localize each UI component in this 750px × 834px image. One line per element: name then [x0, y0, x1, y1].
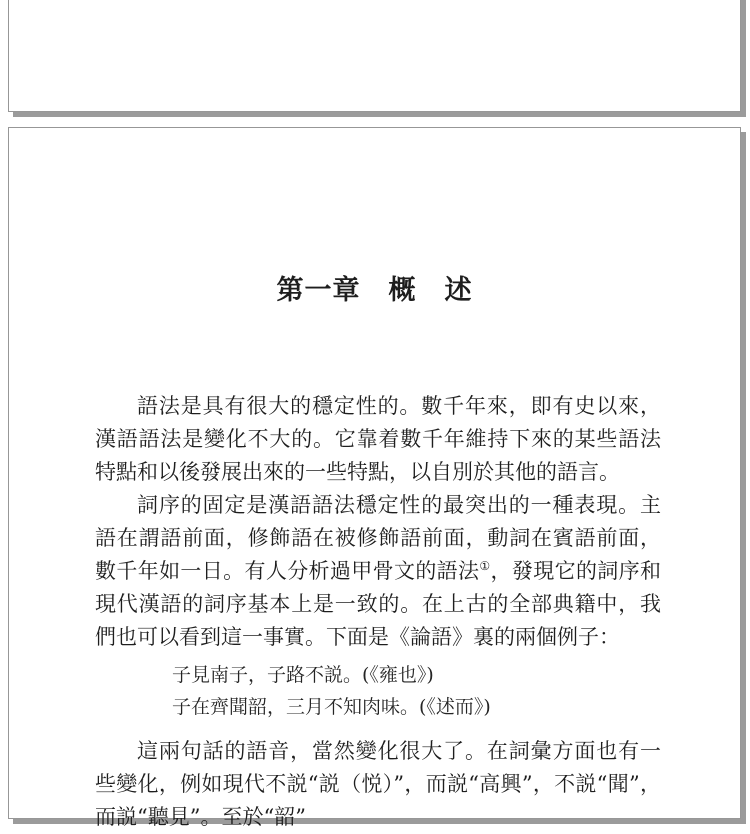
current-page: [8, 127, 741, 829]
quote-line-2: 子在齊聞韶，三月不知肉味。(《述而》): [172, 696, 491, 718]
page-content: [95, 390, 661, 834]
quote-line-1: 子見南子，子路不説。(《雍也》): [172, 664, 434, 686]
previous-page: [8, 0, 741, 112]
paragraph-2: [95, 489, 661, 654]
quote-block: [172, 659, 661, 723]
paragraph-2-text-after-note: ，發現它的詞序和現代漢語的詞序基本上是一致的。在上古的全部典籍中，我們也可以看到這一事實。下面是《論語》裏的兩個例子：: [95, 559, 662, 649]
paragraph-3: 這兩句話的語音，當然變化很大了。在詞彙方面也有一些變化，例如現代不説“説（悦）”，而説“高興”，不説“聞”，而説“聽見”。至於“韶”: [95, 739, 661, 829]
chapter-title: 第一章 概 述: [276, 275, 473, 306]
paragraph-2-text-before-note: 詞序的固定是漢語語法穩定性的最突出的一種表現。主語在謂語前面，修飾語在被修飾語前面，動詞在賓語前面，數千年如一日。有人分析過甲骨文的語法: [95, 493, 661, 583]
footnote-marker: ①: [479, 559, 491, 573]
paragraph-1: 語法是具有很大的穩定性的。數千年來，即有史以來，漢語語法是變化不大的。它靠着數千年維持下來的某些語法特點和以後發展出來的一些特點，以自別於其他的語言。: [95, 394, 661, 484]
